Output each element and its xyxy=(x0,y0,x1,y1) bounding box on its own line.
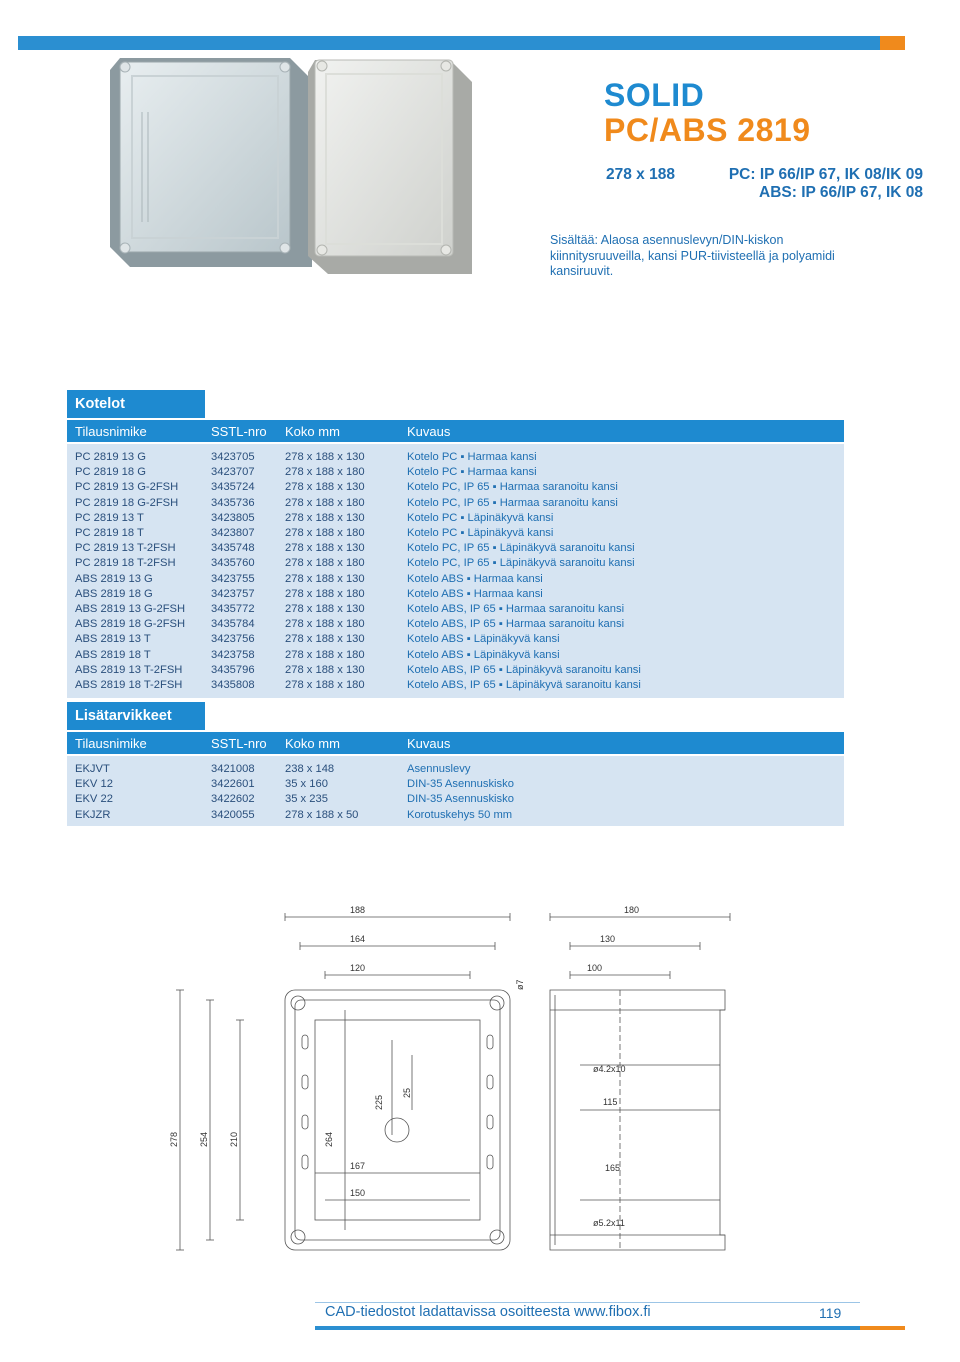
cell-name: PC 2819 18 G-2FSH xyxy=(75,496,179,509)
cell-sstl: 3423756 xyxy=(211,633,255,646)
dim-254: 254 xyxy=(199,1131,209,1147)
cell-name: ABS 2819 13 T-2FSH xyxy=(75,663,183,676)
col-size: Koko mm xyxy=(285,736,340,751)
size-spec: 278 x 188 xyxy=(606,166,675,183)
cell-name: ABS 2819 13 T xyxy=(75,633,151,646)
cell-size: 278 x 188 x 180 xyxy=(285,496,365,509)
page-number: 119 xyxy=(819,1305,842,1321)
cell-sstl: 3423807 xyxy=(211,527,255,539)
cell-size: 278 x 188 x 50 xyxy=(285,808,359,821)
cell-desc: Kotelo PC, IP 65 ▪ Harmaa saranoitu kansi xyxy=(407,481,618,494)
cell-desc: Kotelo ABS, IP 65 ▪ Läpinäkyvä saranoitu kansi xyxy=(407,663,641,676)
cell-name: ABS 2819 18 G-2FSH xyxy=(75,618,186,631)
cell-desc: Kotelo ABS, IP 65 ▪ Läpinäkyvä saranoitu kansi xyxy=(407,679,641,691)
cell-size: 278 x 188 x 180 xyxy=(285,557,365,570)
accessories-heading: Lisätarvikkeet xyxy=(67,702,205,730)
cell-desc: Kotelo ABS ▪ Harmaa kansi xyxy=(407,572,543,585)
cell-sstl: 3423755 xyxy=(211,572,255,585)
cell-size: 238 x 148 xyxy=(285,763,335,775)
dim-188: 188 xyxy=(350,905,366,915)
cell-sstl: 3423757 xyxy=(211,587,255,600)
cell-sstl: 3422601 xyxy=(211,778,255,791)
table-row xyxy=(67,808,844,823)
cell-desc: Kotelo ABS, IP 65 ▪ Harmaa saranoitu kansi xyxy=(407,603,625,615)
dim-100: 100 xyxy=(587,963,603,973)
grey-enclosure-photo xyxy=(308,60,472,274)
product-model: PC/ABS 2819 xyxy=(604,112,811,148)
cell-sstl: 3423758 xyxy=(211,648,255,661)
cell-name: PC 2819 13 G xyxy=(75,451,146,463)
cell-size: 278 x 188 x 130 xyxy=(285,511,365,524)
cell-name: PC 2819 18 G xyxy=(75,466,146,479)
pc-rating: PC: IP 66/IP 67, IK 08/IK 09 xyxy=(728,166,923,183)
cell-name: EKJZR xyxy=(75,808,111,821)
col-name: Tilausnimike xyxy=(75,424,147,439)
cell-name: PC 2819 13 T-2FSH xyxy=(75,542,176,555)
cell-sstl: 3435784 xyxy=(211,618,255,631)
cell-size: 278 x 188 x 130 xyxy=(285,481,365,494)
cell-size: 278 x 188 x 180 xyxy=(285,466,365,479)
col-name: Tilausnimike xyxy=(75,736,147,751)
cell-size: 278 x 188 x 180 xyxy=(285,587,365,600)
table-row xyxy=(67,526,844,541)
top-orange-bar xyxy=(880,36,905,50)
cell-name: ABS 2819 13 G xyxy=(75,572,153,585)
table-row xyxy=(67,648,844,663)
cell-size: 278 x 188 x 180 xyxy=(285,648,365,661)
product-title: SOLID xyxy=(604,77,705,113)
cad-download-text: CAD-tiedostot ladattavissa osoitteesta www.fibox.fi xyxy=(325,1304,651,1320)
cell-desc: Kotelo PC ▪ Harmaa kansi xyxy=(407,451,537,463)
dim-o4-2x10: ø4.2x10 xyxy=(593,1064,626,1074)
table-row xyxy=(67,511,844,526)
dim-225: 225 xyxy=(374,1094,384,1110)
cell-name: ABS 2819 18 T-2FSH xyxy=(75,679,183,691)
dim-o7: ø7 xyxy=(515,979,525,990)
table-row xyxy=(67,480,844,495)
dim-278: 278 xyxy=(169,1131,179,1147)
cell-size: 35 x 235 xyxy=(285,793,328,806)
cell-sstl: 3435724 xyxy=(211,481,255,494)
transparent-enclosure-photo xyxy=(110,58,312,267)
cell-sstl: 3423707 xyxy=(211,466,255,479)
accessories-table xyxy=(67,756,844,826)
table-row xyxy=(67,777,844,792)
cell-desc: Korotuskehys 50 mm xyxy=(407,808,513,821)
table-row xyxy=(67,541,844,556)
cell-desc: Kotelo ABS ▪ Läpinäkyvä kansi xyxy=(407,633,560,646)
dim-120: 120 xyxy=(350,963,366,973)
top-blue-bar xyxy=(18,36,880,50)
cell-name: ABS 2819 13 G-2FSH xyxy=(75,603,186,615)
cell-name: ABS 2819 18 T xyxy=(75,648,151,661)
accessories-column-header xyxy=(67,732,844,754)
cell-size: 278 x 188 x 130 xyxy=(285,633,365,646)
cell-sstl: 3435796 xyxy=(211,663,255,676)
cell-desc: Kotelo ABS ▪ Läpinäkyvä kansi xyxy=(407,648,560,661)
contents-text: Sisältää: Alaosa asennuslevyn/DIN-kiskon kiinnitysruuveilla, kansi PUR-tiivisteellä ja polyamidi kansiruuvit. xyxy=(550,233,835,278)
table-row xyxy=(67,496,844,511)
table-row xyxy=(67,465,844,480)
dim-210: 210 xyxy=(229,1131,239,1147)
cell-desc: Kotelo PC, IP 65 ▪ Läpinäkyvä saranoitu kansi xyxy=(407,542,635,555)
table-row xyxy=(67,632,844,647)
cell-sstl: 3435772 xyxy=(211,603,255,615)
cell-name: ABS 2819 18 G xyxy=(75,587,153,600)
footer-rule xyxy=(315,1302,860,1303)
cell-size: 278 x 188 x 180 xyxy=(285,527,365,539)
cell-sstl: 3420055 xyxy=(211,808,255,821)
dim-130: 130 xyxy=(600,934,616,944)
cell-desc: Kotelo PC, IP 65 ▪ Läpinäkyvä saranoitu kansi xyxy=(407,557,635,570)
cell-sstl: 3435808 xyxy=(211,679,255,691)
cell-desc: DIN-35 Asennuskisko xyxy=(407,778,514,791)
table-row xyxy=(67,792,844,807)
cell-desc: Kotelo PC ▪ Harmaa kansi xyxy=(407,466,537,479)
cell-name: PC 2819 18 T-2FSH xyxy=(75,557,176,570)
cell-desc: DIN-35 Asennuskisko xyxy=(407,793,514,806)
dim-25: 25 xyxy=(402,1087,412,1098)
cell-name: PC 2819 18 T xyxy=(75,527,144,539)
abs-rating: ABS: IP 66/IP 67, IK 08 xyxy=(759,184,923,201)
dim-164: 164 xyxy=(350,934,366,944)
dim-167: 167 xyxy=(350,1161,366,1171)
col-desc: Kuvaus xyxy=(407,424,451,439)
cell-name: EKJVT xyxy=(75,763,110,775)
col-desc: Kuvaus xyxy=(407,736,451,751)
table-row xyxy=(67,617,844,632)
product-photo xyxy=(80,52,475,277)
cell-size: 278 x 188 x 130 xyxy=(285,451,365,463)
footer-orange-bar xyxy=(860,1326,905,1330)
cell-name: EKV 22 xyxy=(75,793,113,806)
cell-name: PC 2819 13 T xyxy=(75,511,144,524)
cell-size: 278 x 188 x 180 xyxy=(285,679,365,691)
cell-sstl: 3421008 xyxy=(211,763,255,775)
dim-150: 150 xyxy=(350,1188,366,1198)
cell-sstl: 3435760 xyxy=(211,557,255,570)
cell-sstl: 3422602 xyxy=(211,793,255,806)
table-row xyxy=(67,556,844,571)
cell-size: 278 x 188 x 130 xyxy=(285,572,365,585)
cell-size: 278 x 188 x 130 xyxy=(285,542,365,555)
cell-sstl: 3423705 xyxy=(211,451,255,463)
enclosures-table xyxy=(67,444,844,698)
cell-size: 35 x 160 xyxy=(285,778,328,791)
cell-name: PC 2819 13 G-2FSH xyxy=(75,481,179,494)
cell-size: 278 x 188 x 130 xyxy=(285,663,365,676)
cell-desc: Kotelo PC ▪ Läpinäkyvä kansi xyxy=(407,511,554,524)
col-sstl: SSTL-nro xyxy=(211,424,267,439)
col-size: Koko mm xyxy=(285,424,340,439)
technical-drawing xyxy=(150,895,750,1270)
cell-desc: Kotelo ABS, IP 65 ▪ Harmaa saranoitu kansi xyxy=(407,618,625,631)
cell-sstl: 3435748 xyxy=(211,542,255,555)
title-block xyxy=(604,78,810,148)
cell-sstl: 3423805 xyxy=(211,511,255,524)
dim-115: 115 xyxy=(603,1097,618,1107)
table-row xyxy=(67,762,844,777)
table-row xyxy=(67,678,844,693)
table-row xyxy=(67,587,844,602)
table-row xyxy=(67,663,844,678)
cell-desc: Kotelo ABS ▪ Harmaa kansi xyxy=(407,587,543,600)
enclosures-column-header xyxy=(67,420,844,442)
cell-name: EKV 12 xyxy=(75,778,113,791)
cell-desc: Kotelo PC ▪ Läpinäkyvä kansi xyxy=(407,527,554,539)
dim-264: 264 xyxy=(324,1131,334,1147)
dim-180: 180 xyxy=(624,905,640,915)
cell-size: 278 x 188 x 180 xyxy=(285,618,365,631)
footer-blue-bar xyxy=(315,1326,860,1330)
enclosures-heading: Kotelot xyxy=(67,390,205,418)
table-row xyxy=(67,450,844,465)
table-row xyxy=(67,572,844,587)
col-sstl: SSTL-nro xyxy=(211,736,267,751)
dim-o5-2x11: ø5.2x11 xyxy=(593,1218,625,1228)
cell-sstl: 3435736 xyxy=(211,496,255,509)
cell-desc: Asennuslevy xyxy=(407,763,471,775)
cell-desc: Kotelo PC, IP 65 ▪ Harmaa saranoitu kansi xyxy=(407,496,618,509)
table-row xyxy=(67,602,844,617)
cell-size: 278 x 188 x 130 xyxy=(285,603,365,615)
dim-165: 165 xyxy=(605,1163,621,1173)
